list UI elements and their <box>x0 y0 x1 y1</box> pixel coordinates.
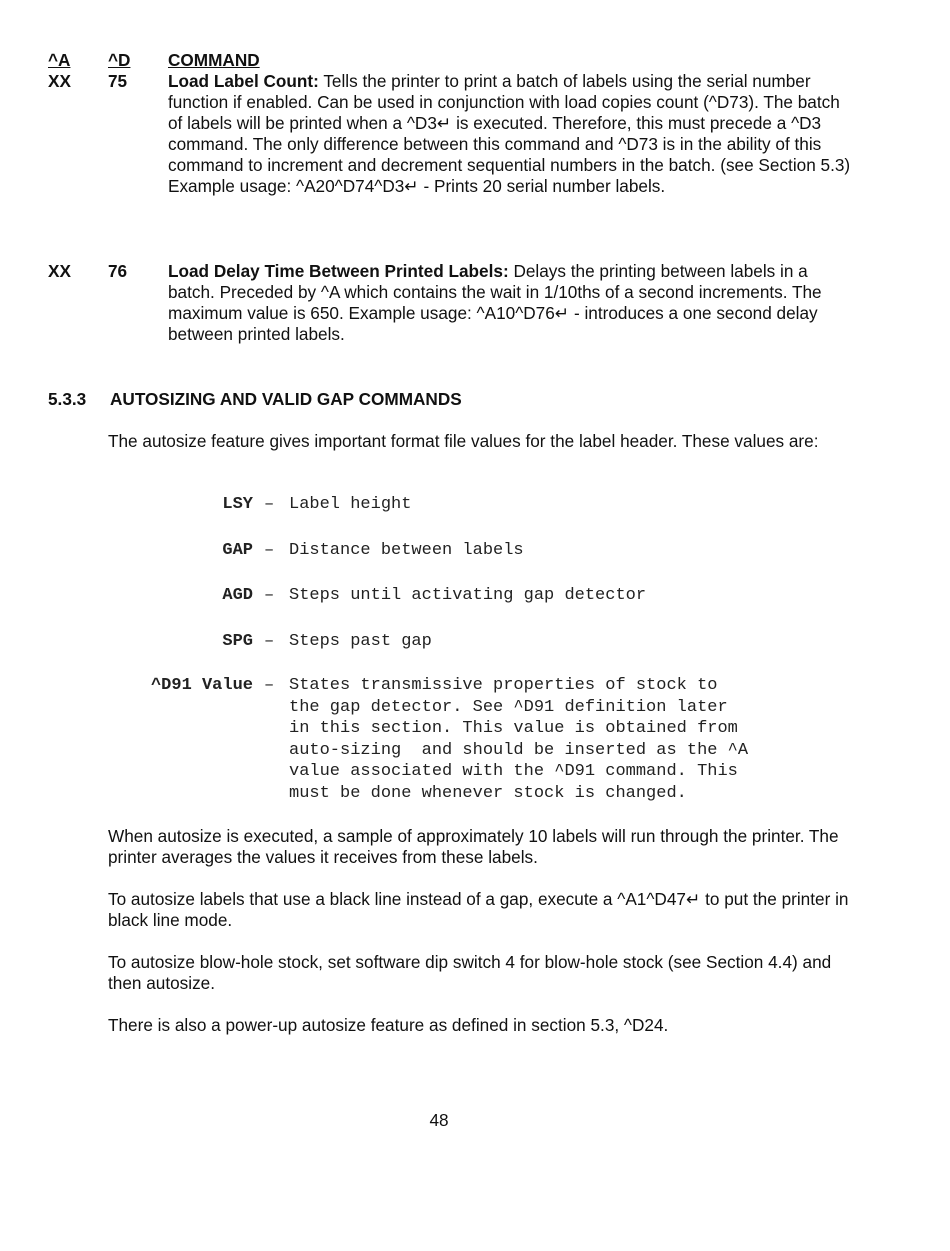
section-title: AUTOSIZING AND VALID GAP COMMANDS <box>110 389 462 409</box>
value-item-lsy <box>0 494 950 518</box>
value-description: Distance between labels <box>289 541 524 560</box>
value-dash: – <box>264 586 275 605</box>
value-term: AGD <box>222 586 253 605</box>
value-item-spg <box>0 631 950 655</box>
value-dash: – <box>264 676 275 695</box>
value-description: Label height <box>289 495 412 514</box>
column-header-d: ^D <box>108 50 131 70</box>
command-76-d-value: 76 <box>108 261 128 281</box>
value-dash: – <box>264 495 275 514</box>
paragraph-black-line: To autosize labels that use a black line instead of a gap, execute a ^A1^D47↵ to put the printer in black line mode. <box>108 889 849 930</box>
value-term: SPG <box>222 632 253 651</box>
column-header-command: COMMAND <box>168 50 260 70</box>
command-75-a-value: XX <box>48 71 71 91</box>
paragraph-power-up: There is also a power-up autosize feature as defined in section 5.3, ^D24. <box>108 1015 669 1035</box>
command-75-d-value: 75 <box>108 71 128 91</box>
value-item-d91 <box>0 675 950 810</box>
paragraph-blow-hole: To autosize blow-hole stock, set software dip switch 4 for blow-hole stock (see Section 4.4) and then autosize. <box>108 952 832 993</box>
command-76-description <box>168 261 858 345</box>
command-76-title: Load Delay Time Between Printed Labels: <box>168 261 509 281</box>
value-description: States transmissive properties of stock to the gap detector. See ^D91 definition later in this section. This value is obtained from auto-sizing and should be inserted as the ^A value associated with the ^D91 command. This must be done whenever stock is changed. <box>289 676 749 803</box>
paragraph-autosize-sample: When autosize is executed, a sample of approximately 10 labels will run through the printer. The printer averages the values it receives from these labels. <box>108 826 839 867</box>
command-75-title: Load Label Count: <box>168 71 319 91</box>
value-description: Steps past gap <box>289 632 432 651</box>
command-76-a-value: XX <box>48 261 71 281</box>
command-75-text: Tells the printer to print a batch of labels using the serial number function if enabled. Can be used in conjunction with load copies count (^D73). The batch of labels will be printed when a ^D3↵ is executed. Therefore, this must precede a ^D3 command. The only difference between this command and ^D73 is in the ability of this command to increment and decrement sequential numbers in the batch. (see Section 5.3) Example usage: ^A20^D74^D3↵ - Prints 20 serial number labels. <box>168 71 851 196</box>
value-dash: – <box>264 632 275 651</box>
value-item-agd <box>0 585 950 609</box>
value-term: LSY <box>222 495 253 514</box>
intro-paragraph: The autosize feature gives important format file values for the label header. These values are: <box>108 431 819 451</box>
page-number: 48 <box>429 1110 449 1130</box>
column-header-a: ^A <box>48 50 71 70</box>
command-76-text: Delays the printing between labels in a batch. Preceded by ^A which contains the wait in 1/10ths of a second increments. The maximum value is 650. Example usage: ^A10^D76↵ - introduces a one second delay between printed labels. <box>168 261 822 344</box>
value-term: GAP <box>222 541 253 560</box>
value-dash: – <box>264 541 275 560</box>
value-term: ^D91 Value <box>150 676 253 695</box>
value-item-gap <box>0 540 950 564</box>
value-description: Steps until activating gap detector <box>289 586 647 605</box>
command-75-description <box>168 71 858 197</box>
section-number: 5.3.3 <box>48 389 87 409</box>
